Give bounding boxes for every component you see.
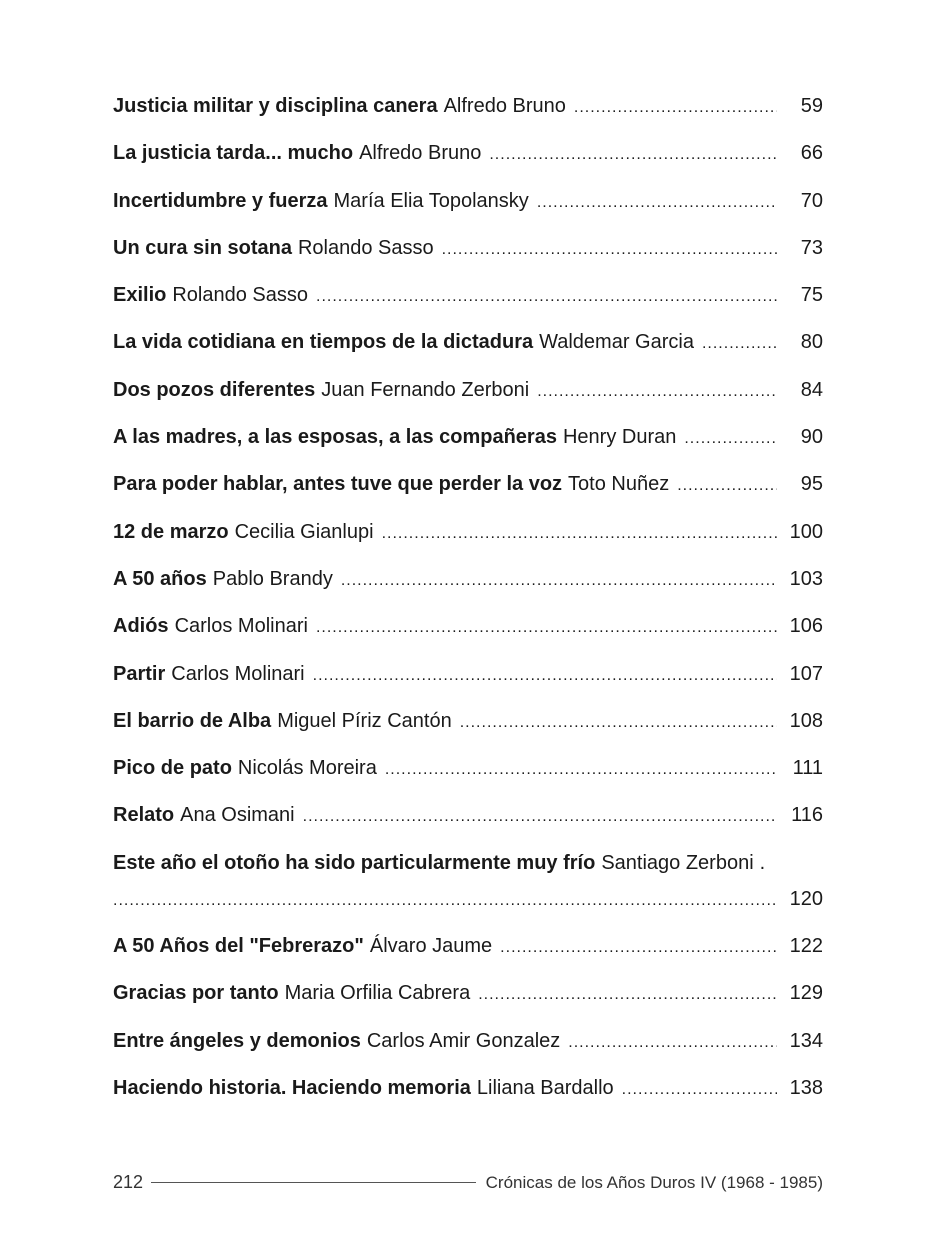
entry-title: Dos pozos diferentes [113, 378, 316, 401]
entry-page: 100 [789, 520, 823, 543]
entry-author: Liliana Bardallo [476, 1076, 614, 1099]
entry-author: Rolando Sasso [297, 236, 434, 259]
toc-entry-continuation [113, 881, 823, 928]
entry-title: El barrio de Alba [113, 709, 272, 732]
entry-author: Álvaro Jaume [369, 935, 493, 958]
entry-title: Haciendo historia. Haciendo memoria [113, 1076, 471, 1099]
entry-page: 138 [789, 1076, 823, 1099]
footer-rule [151, 1182, 476, 1183]
entry-page: 120 [789, 887, 823, 910]
dot-leader [316, 279, 777, 315]
entry-page: 80 [800, 331, 823, 354]
dot-leader [316, 610, 777, 646]
dot-leader [677, 468, 777, 504]
entry-title: Exilio [113, 284, 167, 307]
toc-entry [113, 1070, 823, 1117]
dot-leader [622, 1072, 777, 1108]
entry-page: 108 [789, 709, 823, 732]
entry-author: Maria Orfilia Cabrera [284, 982, 471, 1005]
dot-leader [568, 1025, 777, 1061]
dot-leader [478, 977, 777, 1013]
entry-title: Justicia militar y disciplina canera [113, 95, 438, 117]
entry-title: Partir [113, 662, 166, 685]
entry-title: La vida cotidiana en tiempos de la dictadura [113, 331, 534, 354]
entry-page: 75 [800, 284, 823, 307]
dot-leader [341, 563, 777, 599]
entry-author: Pablo Brandy [212, 567, 333, 590]
dot-leader [460, 705, 777, 741]
entry-page: 122 [789, 935, 823, 958]
dot-leader [489, 137, 777, 173]
toc-entry [113, 608, 823, 655]
toc-entry [113, 1023, 823, 1070]
entry-author: Carlos Molinari [171, 662, 305, 685]
toc-entry [113, 372, 823, 419]
entry-title: Entre ángeles y demonios [113, 1029, 361, 1052]
page-number: 212 [113, 1172, 144, 1192]
entry-page: 111 [792, 757, 823, 780]
entry-title: Para poder hablar, antes tuve que perder la voz [113, 473, 563, 496]
entry-author: Alfredo Bruno [359, 142, 482, 165]
toc-entry [113, 845, 823, 881]
entry-title: Un cura sin sotana [113, 236, 292, 259]
entry-author: Carlos Amir Gonzalez [366, 1029, 561, 1052]
dot-leader [113, 883, 777, 919]
toc-entry [113, 324, 823, 371]
toc-entry [113, 514, 823, 561]
entry-page: 84 [800, 378, 823, 401]
toc-entry [113, 230, 823, 277]
entry-title: A 50 Años del "Febrerazo" [113, 935, 364, 958]
entry-author: Toto Nuñez [568, 473, 670, 496]
entry-title: La justicia tarda... mucho [113, 142, 354, 165]
dot-leader [684, 421, 777, 457]
toc-entry [113, 656, 823, 703]
toc-entry [113, 419, 823, 466]
toc-entry [113, 561, 823, 608]
toc-entry [113, 466, 823, 513]
toc-entry [113, 88, 823, 135]
dot-leader [303, 799, 777, 835]
entry-trailing-dot: . [759, 851, 766, 874]
toc-entry [113, 797, 823, 844]
dot-leader [385, 752, 777, 788]
entry-title: 12 de marzo [113, 520, 229, 543]
entry-author: Cecilia Gianlupi [234, 520, 374, 543]
toc-entry [113, 975, 823, 1022]
entry-page: 107 [789, 662, 823, 685]
entry-page: 66 [800, 142, 823, 165]
entry-author: Carlos Molinari [174, 615, 308, 638]
toc-entry [113, 135, 823, 182]
entry-page: 106 [789, 615, 823, 638]
entry-page: 59 [800, 95, 823, 117]
page-footer [113, 1172, 823, 1193]
entry-title: Relato [113, 804, 175, 827]
entry-title: A 50 años [113, 567, 207, 590]
entry-title: Incertidumbre y fuerza [113, 189, 328, 212]
entry-author: Rolando Sasso [172, 284, 309, 307]
entry-page: 103 [789, 567, 823, 590]
entry-author: Ana Osimani [180, 804, 295, 827]
entry-author: Juan Fernando Zerboni [321, 378, 530, 401]
entry-author: Alfredo Bruno [443, 95, 566, 117]
toc-entry [113, 928, 823, 975]
entry-author: Nicolás Moreira [237, 757, 377, 780]
dot-leader [702, 326, 777, 362]
dot-leader [313, 658, 777, 694]
table-of-contents [113, 88, 823, 1117]
entry-author: Waldemar Garcia [539, 331, 694, 354]
entry-title: Adiós [113, 615, 169, 638]
dot-leader [537, 185, 777, 221]
entry-title: Pico de pato [113, 757, 232, 780]
dot-leader [382, 516, 777, 552]
entry-page: 90 [800, 426, 823, 449]
toc-entry [113, 277, 823, 324]
entry-author: Miguel Píriz Cantón [277, 709, 452, 732]
entry-page: 95 [800, 473, 823, 496]
entry-author: Henry Duran [562, 426, 677, 449]
entry-page: 116 [791, 804, 823, 827]
toc-entry [113, 750, 823, 797]
toc-entry [113, 183, 823, 230]
entry-page: 70 [800, 189, 823, 212]
entry-title: A las madres, a las esposas, a las compañeras [113, 426, 557, 449]
dot-leader [574, 90, 777, 126]
entry-author: María Elia Topolansky [333, 189, 529, 212]
dot-leader [537, 374, 777, 410]
entry-page: 134 [789, 1029, 823, 1052]
dot-leader [442, 232, 777, 268]
entry-page: 73 [800, 236, 823, 259]
toc-entry [113, 703, 823, 750]
entry-title: Este año el otoño ha sido particularmente muy frío [113, 851, 596, 874]
entry-author: Santiago Zerboni [601, 851, 754, 874]
running-title: Crónicas de los Años Duros IV (1968 - 1985) [485, 1172, 823, 1192]
dot-leader [500, 930, 777, 966]
entry-page: 129 [789, 982, 823, 1005]
entry-title: Gracias por tanto [113, 982, 279, 1005]
